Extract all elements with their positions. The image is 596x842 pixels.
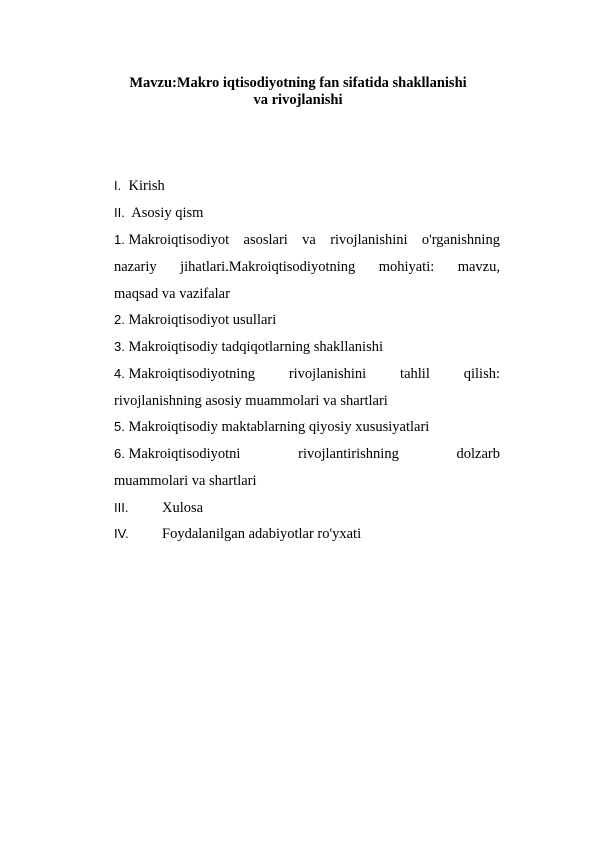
word: Makroiqtisodiyotni <box>128 446 241 462</box>
outline-item-6-line-2: muammolari va shartlari <box>114 473 257 489</box>
section-label: Kirish <box>128 178 165 194</box>
outline-section-i <box>114 177 500 195</box>
word: nazariy <box>114 259 157 275</box>
word: mavzu, <box>457 259 500 275</box>
item-number: 5. <box>114 419 125 434</box>
word: va <box>302 232 316 248</box>
item-number: 6. <box>114 446 125 461</box>
outline-section-iv <box>114 525 500 543</box>
word: rivojlanishini <box>330 232 408 248</box>
outline-item-6-line-1 <box>114 445 500 463</box>
outline-item-1-line-1 <box>114 231 500 249</box>
word: jihatlari.Makroiqtisodiyotning <box>180 259 356 275</box>
word: asoslari <box>243 232 288 248</box>
item-label: Makroiqtisodiy tadqiqotlarning shakllanishi <box>128 339 383 355</box>
item-label: Makroiqtisodiyot usullari <box>128 312 277 328</box>
roman-numeral: III. <box>114 500 129 515</box>
word: mohiyati: <box>378 259 435 275</box>
outline-item-4-line-2: rivojlanishning asosiy muammolari va shartlari <box>114 393 388 409</box>
section-label: Foydalanilgan adabiyotlar ro'yxati <box>162 526 362 542</box>
outline-item-1-line-2 <box>114 258 500 276</box>
word: tahlil <box>400 366 430 382</box>
word: o'rganishning <box>421 232 500 248</box>
outline-item-5 <box>114 418 500 436</box>
roman-numeral: I. <box>114 178 122 193</box>
item-number: 4. <box>114 366 125 381</box>
section-label: Xulosa <box>162 500 204 516</box>
outline-item-4-line-1 <box>114 365 500 383</box>
word: Makroiqtisodiyotning <box>128 366 255 382</box>
outline-section-iii <box>114 499 500 517</box>
outline-item-1-line-3: maqsad va vazifalar <box>114 286 230 302</box>
item-number: 1. <box>114 232 125 247</box>
outline-item-3 <box>114 338 500 356</box>
word: Makroiqtisodiyot <box>128 232 230 248</box>
section-label: Asosiy qism <box>131 205 204 221</box>
word: rivojlanishini <box>288 366 367 382</box>
item-number: 2. <box>114 312 125 327</box>
word: dolzarb <box>456 446 500 462</box>
outline-item-2 <box>114 311 500 329</box>
word: qilish: <box>463 366 500 382</box>
roman-numeral: IV. <box>114 526 129 541</box>
outline-section-ii <box>114 204 500 222</box>
roman-numeral: II. <box>114 205 125 220</box>
item-number: 3. <box>114 339 125 354</box>
title-line-2: va rivojlanishi <box>253 92 343 108</box>
word: rivojlantirishning <box>298 446 399 462</box>
item-label: Makroiqtisodiy maktablarning qiyosiy xususiyatlari <box>128 419 430 435</box>
document-title <box>60 75 536 109</box>
title-line-1: Mavzu:Makro iqtisodiyotning fan sifatida shakllanishi <box>129 75 467 91</box>
